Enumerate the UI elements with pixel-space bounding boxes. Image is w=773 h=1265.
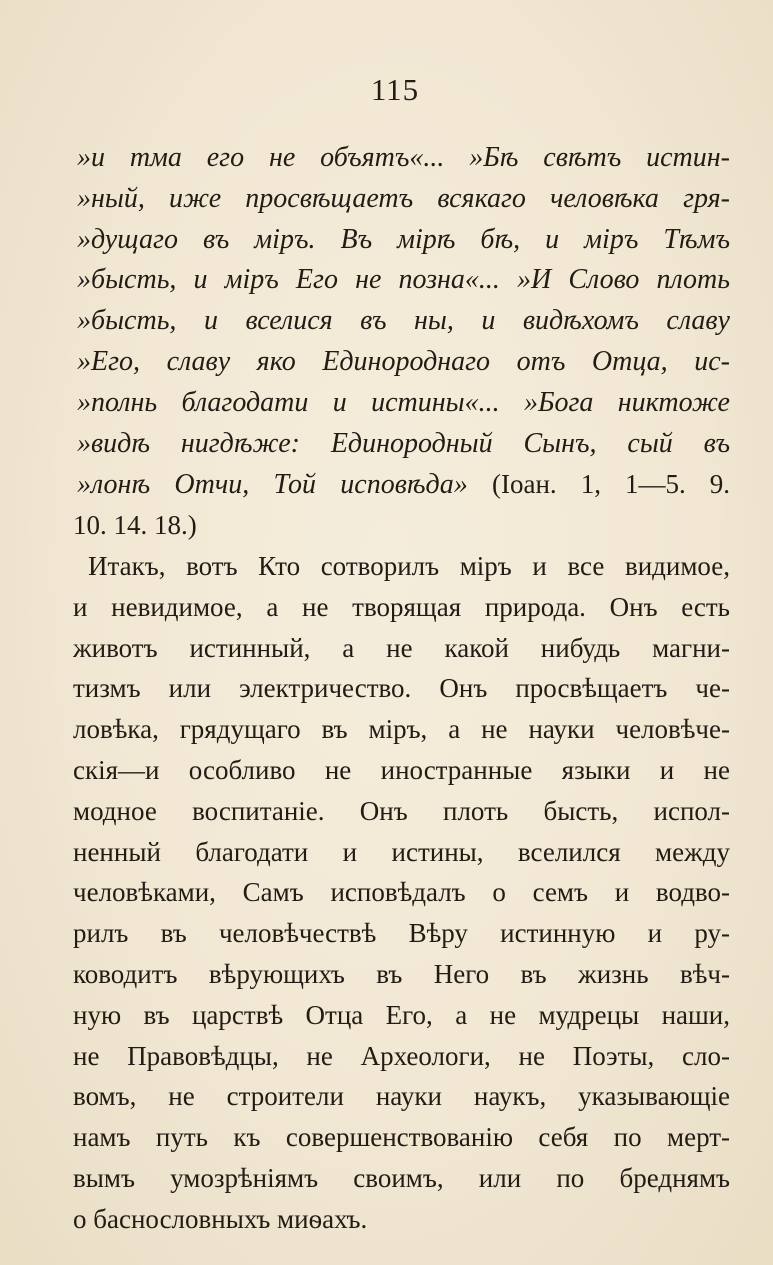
quote-line: »дущаго въ міръ. Въ мірѣ бѣ, и міръ Тѣмъ [77,223,730,255]
paragraph-line: вомъ, не строители науки наукъ, указывающіе [73,1081,730,1112]
quote-line: »и тма его не объятъ«... »Бѣ свѣтъ истин- [77,142,730,173]
paragraph-line: человѣками, Самъ исповѣдалъ о семъ и водво- [73,877,730,908]
paragraph-line: намъ путь къ совершенствованію себя по мерт- [73,1122,730,1153]
paragraph-line: Итакъ, вотъ Кто сотворилъ міръ и все видимое, [88,550,730,581]
quote-line: »бысть, и вселися въ ны, и видѣхомъ славу [77,305,730,337]
paragraph-line: ную въ царствѣ Отца Его, а не мудрецы наши, [73,999,730,1030]
paragraph-line: ловѣка, грядущаго въ міръ, а не науки человѣче- [73,714,730,745]
scripture-reference-continuation: 10. 14. 18.) [73,510,197,541]
paragraph-line: тизмъ или электричество. Онъ просвѣщаетъ че- [73,673,730,704]
paragraph-line: ненный благодати и истины, вселился между [73,836,730,867]
paragraph-line: вымъ умозрѣніямъ своимъ, или по бреднямъ [73,1162,730,1193]
paragraph-line: рилъ въ человѣчествѣ Вѣру истинную и ру- [73,918,730,949]
paragraph-line: животъ истинный, а не какой нибудь магни- [73,632,730,663]
paragraph-line: ководитъ вѣрующихъ въ Него въ жизнь вѣч- [73,958,730,989]
quote-line: »ный, иже просвѣщаетъ всякаго человѣка гря- [77,182,730,214]
quote-line: »видѣ нигдѣже: Единородный Сынъ, сый въ [77,427,730,459]
paragraph-line: и невидимое, а не творящая природа. Онъ есть [73,591,730,622]
paragraph-last-line: о баснословныхъ миѳахъ. [73,1203,368,1234]
paragraph-line: не Правовѣдцы, не Археологи, не Поэты, сло- [73,1040,730,1071]
text-block [73,138,730,1240]
scripture-reference: (Іоан. 1, 1—5. 9. [492,469,730,500]
quote-closing-line [73,464,730,505]
quote-line: »бысть, и міръ Его не позна«... »И Слово плоть [77,264,730,296]
paragraph-line: модное воспитаніе. Онъ плоть бысть, испол- [73,795,730,826]
quote-line: »полнь благодати и истины«... »Бога никтоже [77,386,730,418]
quote-closing-text: »лонѣ Отчи, Той исповѣда» [77,469,468,501]
quote-line: »Его, славу яко Единороднаго отъ Отца, ис- [77,345,730,377]
page-number: 115 [370,72,420,107]
paragraph-line: скія—и особливо не иностранные языки и не [73,754,730,785]
